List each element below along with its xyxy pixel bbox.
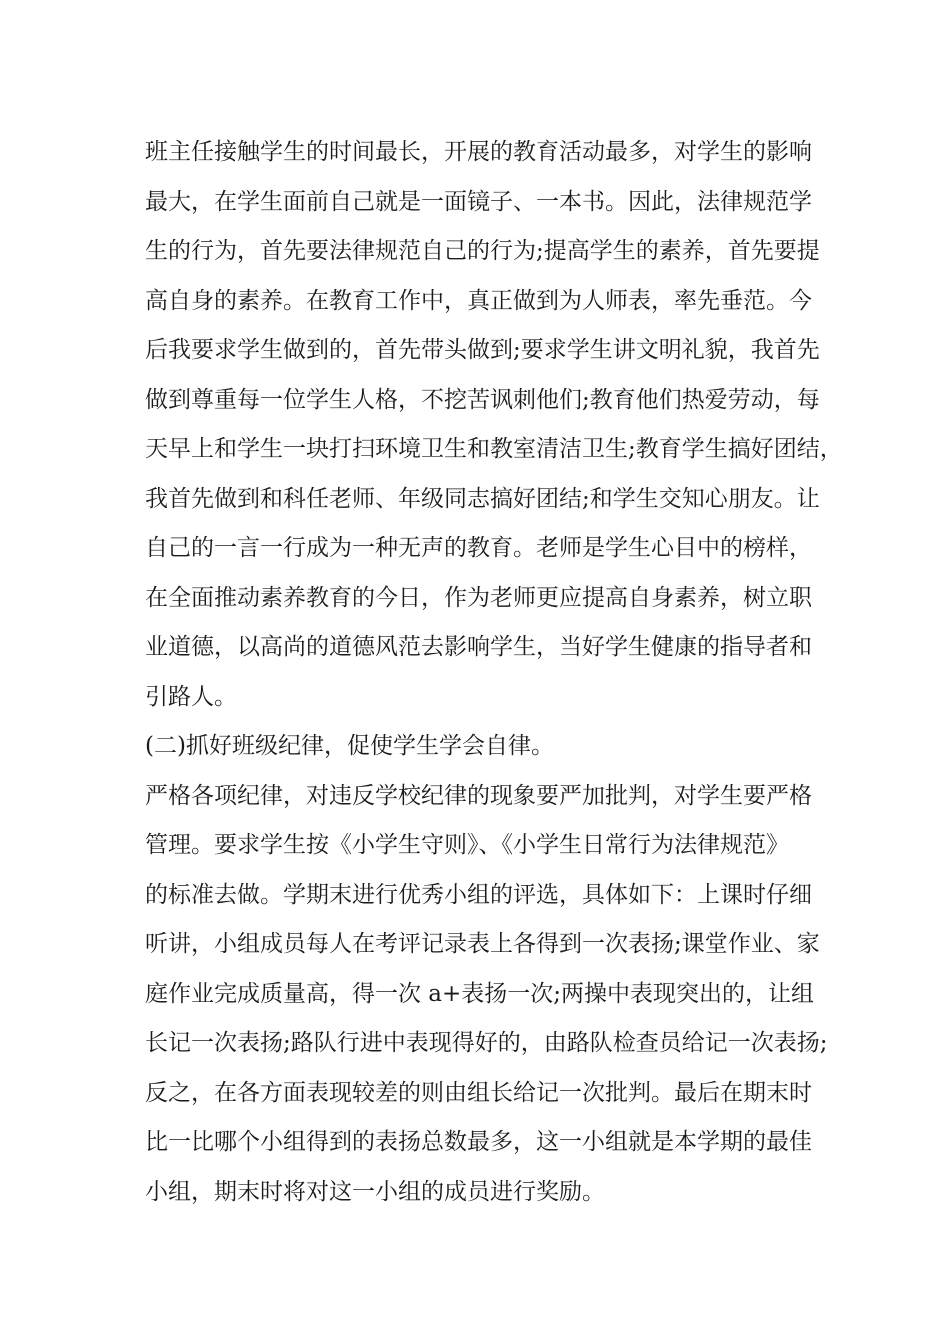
text-line: 小组，期末时将对这一小组的成员进行奖励。: [145, 1178, 605, 1205]
text-line: 在全面推动素养教育的今日，作为老师更应提高自身素养，树立职: [145, 584, 812, 611]
text-line: 高自身的素养。在教育工作中，真正做到为人师表，率先垂范。今: [145, 287, 812, 314]
text-line: 业道德，以高尚的道德风范去影响学生，当好学生健康的指导者和: [145, 634, 812, 660]
text-line: 做到尊重每一位学生人格，不挖苦讽刺他们;教育他们热爱劳动，每: [145, 386, 820, 413]
text-line: 严格各项纪律，对违反学校纪律的现象要严加批判，对学生要严格: [145, 782, 812, 809]
text-line: 管理。要求学生按《小学生守则》、《小学生日常行为法律规范》: [145, 832, 789, 858]
text-line: 生的行为，首先要法律规范自己的行为;提高学生的素养，首先要提: [145, 238, 820, 264]
section-heading: (二)抓好班级纪律，促使学生学会自律。: [145, 733, 554, 759]
text-line: 反之，在各方面表现较差的则由组长给记一次批判。最后在期末时: [145, 1079, 812, 1106]
body-text: [145, 128, 843, 1217]
text-line: 我首先做到和科任老师、年级同志搞好团结;和学生交知心朋友。让: [145, 485, 820, 512]
text-line: 庭作业完成质量高，得一次 a+表扬一次;两操中表现突出的，让组: [145, 980, 815, 1007]
text-line: 引路人。: [145, 683, 237, 710]
text-line: 最大，在学生面前自己就是一面镜子、一本书。因此，法律规范学: [145, 188, 812, 215]
text-line: 自己的一言一行成为一种无声的教育。老师是学生心目中的榜样，: [145, 535, 812, 561]
text-line: 长记一次表扬;路队行进中表现得好的，由路队检查员给记一次表扬;: [145, 1030, 828, 1056]
text-line: 天早上和学生一块打扫环境卫生和教室清洁卫生;教育学生搞好团结，: [145, 436, 843, 462]
text-line: 听讲，小组成员每人在考评记录表上各得到一次表扬;课堂作业、家: [145, 931, 820, 957]
text-line: 比一比哪个小组得到的表扬总数最多，这一小组就是本学期的最佳: [145, 1129, 812, 1155]
text-line: 后我要求学生做到的，首先带头做到;要求学生讲文明礼貌，我首先: [145, 337, 820, 363]
text-line: 班主任接触学生的时间最长，开展的教育活动最多，对学生的影响: [145, 139, 812, 165]
text-line: 的标准去做。学期末进行优秀小组的评选，具体如下：上课时仔细: [145, 881, 812, 908]
